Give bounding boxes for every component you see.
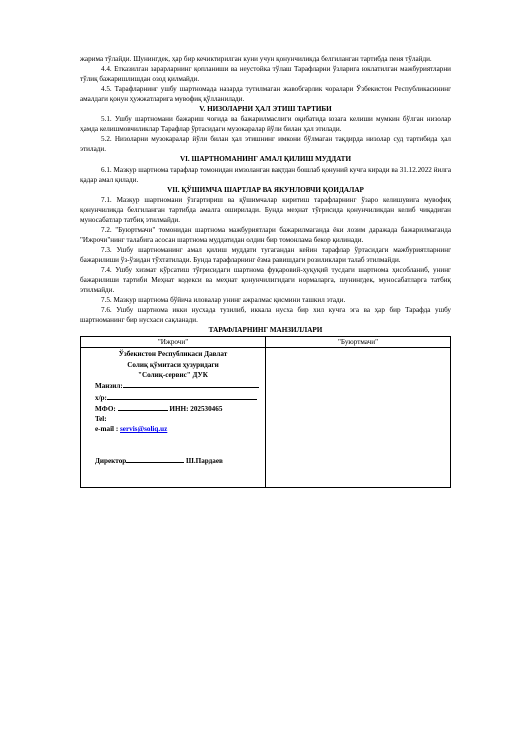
spacer	[95, 445, 263, 455]
mfo-inn-line	[95, 403, 263, 414]
address-label: Манзил:	[95, 382, 123, 391]
executor-details	[81, 348, 266, 488]
signature-blank	[126, 455, 184, 463]
address-line	[95, 380, 263, 391]
tel-label: Tel:	[95, 415, 107, 424]
paragraph: 4.5. Тарафларнинг ушбу шартномада назарда тутилмаган жавобгарлик чоралари Ўзбекистон Республикасининг амалдаги қонун ҳужжатларига мувофиқ қўлланилади.	[80, 85, 451, 104]
heading-addresses: ТАРАФЛАРНИНГ МАНЗИЛЛАРИ	[208, 326, 323, 335]
paragraph: 7.4. Ушбу хизмат кўрсатиш тўғрисидаги шартнома фуқаровий-ҳуқуқий тусдаги шартнома ҳисобланиб, унинг бажарилиши тартиби Меҳнат кодекси ва меҳнат қонунчилигидаги нормаларга, шунингдек, муносабатларга татбиқ этилмайди.	[80, 265, 451, 295]
account-label: х/р:	[95, 393, 107, 402]
paragraph: 6.1. Мазкур шартнома тарафлар томонидан имзоланган вақтдан бошлаб қонуний кучга киради ва 31.12.2022 йилга қадар амал қилади.	[80, 165, 451, 184]
email-label: e-mail :	[95, 425, 119, 434]
email-line	[95, 424, 263, 434]
address-blank	[123, 380, 259, 388]
account-line	[95, 392, 263, 403]
section-liability	[80, 54, 451, 104]
paragraph: 5.1. Ушбу шартномани бажариш чоғида ва бажарилмаслиги оқибатида юзага келиши мумкин бўлган низолар ҳамда келишмовчиликлар Тарафлар ўртасидаги музокаралар йўли билан ҳал этилади.	[80, 115, 451, 134]
mfo-label: МФО:	[95, 404, 116, 413]
customer-details	[266, 348, 451, 488]
section-term	[80, 165, 451, 185]
section-disputes	[80, 114, 451, 154]
org-line-2: Солиқ қўмитаси ҳузуридаги	[127, 360, 219, 369]
account-blank	[107, 392, 257, 400]
director-name: Ш.Пардаев	[186, 456, 223, 465]
inn-label: ИНН:	[169, 404, 189, 413]
paragraph: 7.3. Ушбу шартноманинг амал қилиш муддати тугагандан кейин тарафлар ўртасидаги мажбуриятларнинг бажарилиши ўз-ўзидан тўхтатилади. Бунда тарафларнинг ёзма равишдаги розиликлари талаб этилмайди.	[80, 245, 451, 264]
paragraph: жарима тўлайди. Шунингдек, ҳар бир кечиктирилган куни учун қонунчиликда белгиланган тартибда пеня тўлайди.	[80, 55, 432, 63]
tel-line	[95, 414, 263, 424]
addresses-table	[80, 336, 451, 488]
customer-header: "Буюртмачи"	[266, 337, 451, 348]
paragraph: 7.6. Ушбу шартнома икки нусхада тузилиб, иккала нусха бир хил кучга эга ва ҳар бир Тарафда ушбу шартноманинг бир нусхаси сақланади.	[80, 306, 451, 325]
section-final-provisions	[80, 195, 451, 326]
heading-term: VI. ШАРТНОМАНИНГ АМАЛ ҚИЛИШ МУДДАТИ	[179, 155, 352, 164]
inn-value: 202530465	[190, 404, 223, 413]
org-line-3: "Солиқ-сервис" ДУК	[138, 370, 208, 379]
spacer	[95, 435, 263, 445]
email-link[interactable]: servis@soliq.uz	[120, 425, 168, 434]
paragraph: 4.4. Етказилган зарарларнинг қопланиши ва неустойка тўлаш Тарафларни ўзларига юклатилган мажбуриятларни тўлиқ бажаришлишдан озод қилмайди.	[80, 65, 451, 84]
mfo-blank	[118, 403, 168, 411]
org-line-1: Ўзбекистон Республикаси Давлат	[118, 350, 228, 359]
paragraph: 7.5. Мазкур шартнома бўйича иловалар унинг ажралмас қисмини ташкил этади.	[101, 296, 346, 305]
document-body	[80, 54, 451, 488]
paragraph: 7.2. "Буюртмачи" томонидан шартнома мажбуриятлари бажарилмаганда ёки лозим даражада бажарилмаганда "Ижрочи"нинг талабига асосан шартнома муддатидан олдин бир томонлама бекор қилинади.	[80, 225, 451, 244]
paragraph: 7.1. Мазкур шартномани ўзгартириш ва қўшимчалар киритиш тарафларнинг ўзаро келишувига мувофиқ қонунчиликда белгиланган тартибда амалга оширилади. Бунда меҳнат тўғрисида қонунчиликдан келиб чиқадиган муносабатлар татбиқ этилмайди.	[80, 195, 451, 224]
heading-final-provisions: VII. ҚЎШИМЧА ШАРТЛАР ВА ЯКУНЛОВЧИ ҚОИДАЛАР	[167, 185, 364, 194]
paragraph: 5.2. Низоларни музокаралар йўли билан ҳал этишнинг имкони бўлмаган тақдирда низолар суд тартибида ҳал этилади.	[80, 135, 451, 154]
director-label: Директор	[95, 456, 127, 465]
director-line	[95, 455, 263, 466]
executor-header: "Ижрочи"	[81, 337, 266, 348]
heading-disputes: V. НИЗОЛАРНИ ҲАЛ ЭТИШ ТАРТИБИ	[199, 105, 332, 114]
